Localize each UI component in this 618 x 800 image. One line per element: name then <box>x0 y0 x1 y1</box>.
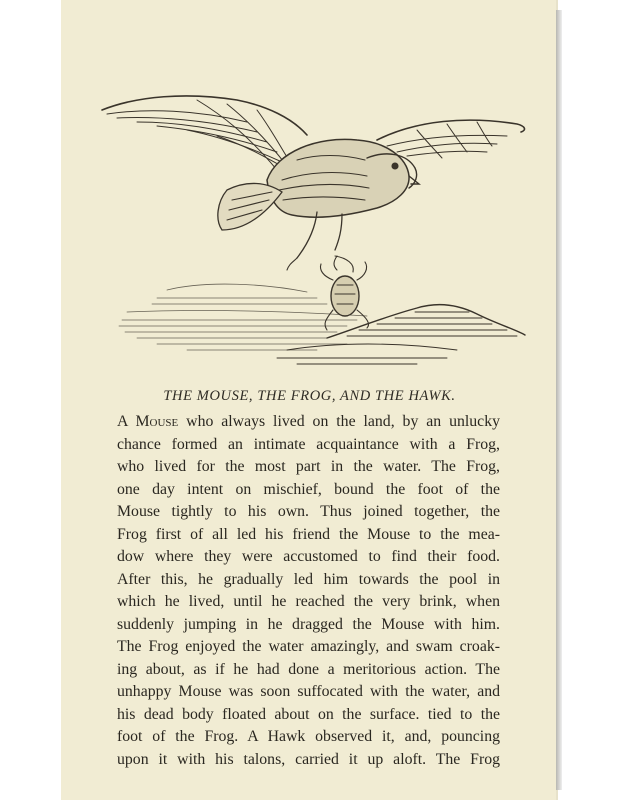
text-line: one day intent on mischief, bound the foot of the <box>117 480 500 498</box>
text-line: who lived for the most part in the water. The Frog, <box>117 458 500 475</box>
text-line: his dead body floated about on the surface. tied to the <box>117 705 500 723</box>
text-line: foot of the Frog. A Hawk observed it, and, pouncing <box>117 728 500 745</box>
text-line: dow where they were accustomed to find their food. <box>117 548 500 565</box>
book-page <box>61 0 558 800</box>
text-line: Frog first of all led his friend the Mouse to the mea- <box>117 525 500 543</box>
hawk-body <box>218 139 419 270</box>
background-clouds <box>119 284 367 350</box>
hawk-left-wing <box>102 96 307 172</box>
text-line: ing about, as if he had done a meritorious action. The <box>117 660 500 678</box>
hawk-frog-illustration <box>97 80 529 385</box>
frog <box>321 256 369 330</box>
fable-text <box>117 411 500 771</box>
text-line: The Frog enjoyed the water amazingly, and swam croak- <box>117 638 500 655</box>
text-line: chance formed an intimate acquaintance with a Frog, <box>117 435 500 453</box>
hawk-right-wing <box>377 120 524 158</box>
text-line: suddenly jumping in he dragged the Mouse with him. <box>117 615 500 633</box>
text-line-1: A Mouse who always lived on the land, by an unlucky <box>117 413 500 430</box>
text-line: After this, he gradually led him towards the pool in <box>117 570 500 588</box>
text-line: which he lived, until he reached the very brink, when <box>117 593 500 610</box>
text-line: unhappy Mouse was soon suffocated with the water, and <box>117 683 500 700</box>
opening-word: A Mouse <box>117 413 179 430</box>
text-line: Mouse tightly to his own. Thus joined together, the <box>117 503 500 520</box>
illustration-caption: THE MOUSE, THE FROG, AND THE HAWK. <box>163 388 456 404</box>
text-line: upon it with his talons, carried it up aloft. The Frog <box>117 750 500 768</box>
